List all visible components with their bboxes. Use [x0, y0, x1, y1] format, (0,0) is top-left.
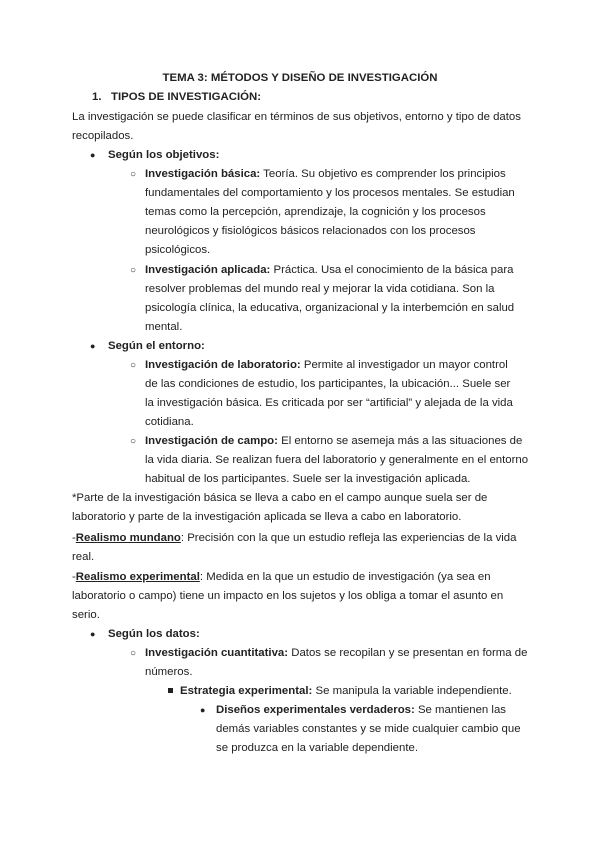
realismo-experimental-text: : Medida en la que un estudio de investigación (ya sea en laboratorio o campo) tiene un impacto en los sujetos y los obliga a tomar el asunto en serio. [72, 571, 504, 621]
laboratorio-item [145, 356, 517, 432]
section-heading: TIPOS DE INVESTIGACIÓN: [111, 91, 261, 103]
campo-term: Investigación de campo: [145, 435, 278, 447]
realismo-mundano-term: Realismo mundano [75, 532, 181, 544]
section-intro: La investigación se puede clasificar en términos de sus objetivos, entorno y tipo de datos recopilados. [72, 111, 521, 142]
hollow-bullet-icon: ○ [130, 648, 137, 659]
entorno-label: Según el entorno: [108, 340, 205, 352]
hollow-bullet-icon: ○ [130, 169, 137, 180]
basica-text: Teoría. Su objetivo es comprender los principios fundamentales del comportamiento y los procesos mentales. Se estudian temas como la percepción, aprendizaje, la cognición y los procesos neurológicos y fisiológicos básicos relacionados con los procesos psicológicos. [145, 168, 515, 256]
square-bullet-icon [168, 688, 173, 693]
hollow-bullet-icon: ○ [130, 360, 137, 371]
filled-bullet-icon: ● [90, 629, 96, 639]
section-number: 1. [92, 91, 102, 103]
hollow-bullet-icon: ○ [130, 265, 137, 276]
filled-bullet-icon: ● [200, 705, 206, 715]
campo-item [145, 432, 530, 489]
mundano-prefix: - [72, 532, 76, 544]
cuantitativa-text: Datos se recopilan y se presentan en forma de números. [145, 647, 528, 678]
page-title: TEMA 3: MÉTODOS Y DISEÑO DE INVESTIGACIÓN [162, 72, 438, 84]
datos-label: Según los datos: [108, 628, 200, 640]
aplicada-item [145, 261, 515, 337]
disenos-item [216, 701, 526, 758]
note-paragraph: *Parte de la investigación básica se lleva a cabo en el campo aunque suela ser de laboratorio y parte de la investigación aplicada se lleva a cabo en laboratorio. [72, 492, 488, 523]
aplicada-term: Investigación aplicada: [145, 264, 271, 276]
objetivos-label: Según los objetivos: [108, 149, 220, 161]
cuantitativa-term: Investigación cuantitativa: [145, 647, 289, 659]
disenos-term: Diseños experimentales verdaderos: [216, 704, 415, 716]
estrategia-item [180, 682, 525, 701]
realismo-mundano-note [72, 529, 528, 567]
basica-term: Investigación básica: [145, 168, 261, 180]
cuantitativa-item [145, 644, 530, 682]
filled-bullet-icon: ● [90, 341, 96, 351]
hollow-bullet-icon: ○ [130, 436, 137, 447]
disenos-text: Se mantienen las demás variables constantes y se mide cualquier cambio que se produzca en la variable dependiente. [216, 704, 521, 754]
basica-item [145, 165, 515, 260]
realismo-experimental-term: Realismo experimental [75, 571, 200, 583]
experimental-prefix: - [72, 571, 76, 583]
laboratorio-text: Permite al investigador un mayor control de las condiciones de estudio, los participantes, la ubicación... Suele ser la investigación básica. Es criticada por ser “artificial” y alejada de la vida cotidiana. [145, 359, 513, 428]
campo-text: El entorno se asemeja más a las situaciones de la vida diaria. Se realizan fuera del laboratorio y generalmente en el entorno habitual de los participantes. Suele ser la investigación aplicada. [145, 435, 529, 485]
estrategia-term: Estrategia experimental: [180, 685, 313, 697]
laboratorio-term: Investigación de laboratorio: [145, 359, 301, 371]
estrategia-text: Se manipula la variable independiente. [312, 685, 512, 697]
filled-bullet-icon: ● [90, 150, 96, 160]
aplicada-text: Práctica. Usa el conocimiento de la básica para resolver problemas del mundo real y mejorar la vida cotidiana. Son la psicología clínica, la educativa, organizacional y la interbemción en salud mental. [145, 264, 515, 333]
realismo-mundano-text: : Precisión con la que un estudio refleja las experiencias de la vida real. [72, 532, 517, 563]
realismo-experimental-note [72, 568, 528, 625]
